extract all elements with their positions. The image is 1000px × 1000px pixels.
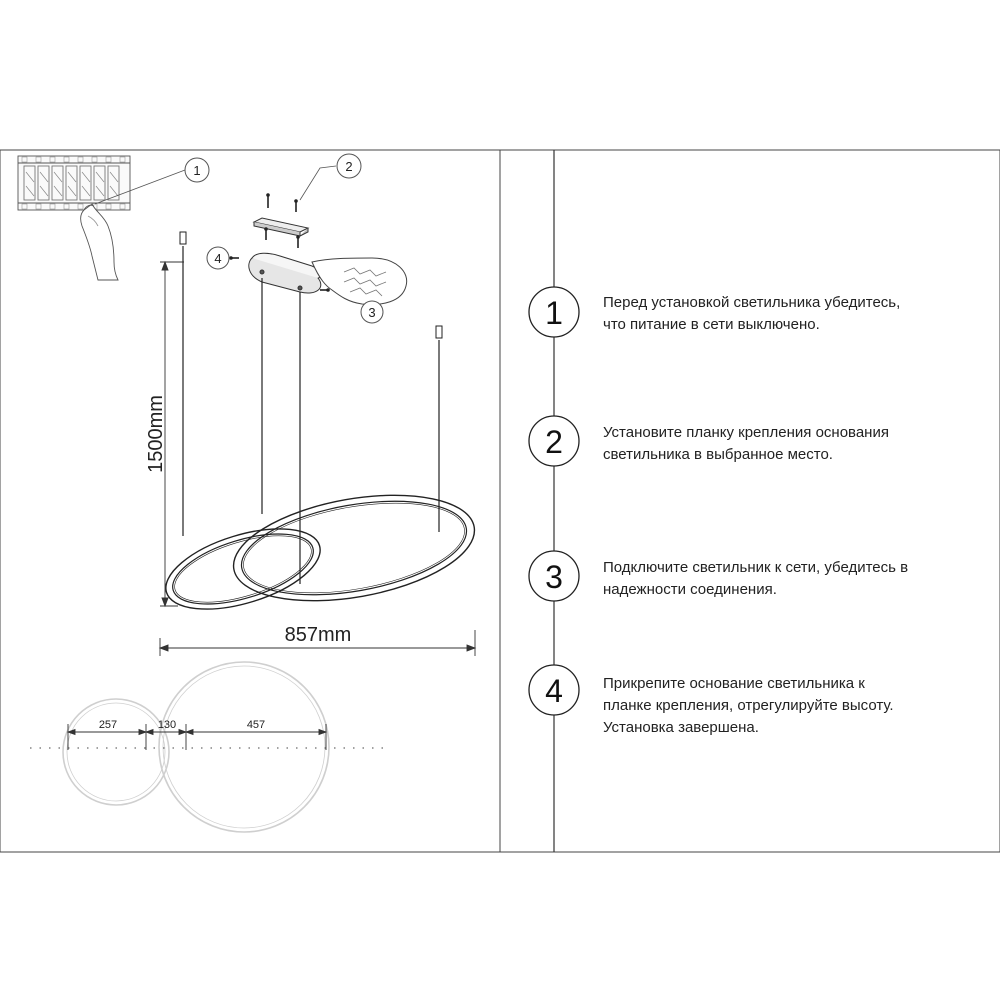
step-1-text: Перед установкой светильника убедитесь, что питание в сети выключено. bbox=[603, 294, 901, 333]
callout-2-leader bbox=[300, 166, 336, 200]
step-2-marker bbox=[529, 416, 579, 466]
top-view-dim-457: 457 bbox=[246, 719, 266, 731]
width-dimension-label: 857mm bbox=[284, 624, 352, 646]
step-4-marker bbox=[529, 665, 579, 715]
step-3-number: 3 bbox=[545, 559, 563, 595]
left-panel-frame bbox=[0, 150, 500, 852]
breaker-panel-illustration bbox=[18, 156, 130, 210]
top-view-dim-130: 130 bbox=[157, 719, 177, 731]
large-ring bbox=[225, 479, 482, 618]
callout-2-label: 2 bbox=[345, 159, 353, 174]
callout-1-label: 1 bbox=[193, 163, 201, 178]
step-3-marker bbox=[529, 551, 579, 601]
wire-connection-detail bbox=[312, 258, 407, 304]
step-2-text: Установите планку крепления основания светильника в выбранное место. bbox=[603, 424, 889, 463]
callout-4-label: 4 bbox=[214, 251, 222, 266]
step-1-marker bbox=[529, 287, 579, 337]
step-2-number: 2 bbox=[545, 424, 563, 460]
right-panel-frame bbox=[500, 150, 1000, 852]
mounting-bar-illustration bbox=[254, 218, 308, 236]
step-1-number: 1 bbox=[545, 295, 563, 331]
step-3-text: Подключите светильник к сети, убедитесь в надежности соединения. bbox=[603, 559, 909, 598]
callout-3-label: 3 bbox=[368, 305, 376, 320]
top-view-rings bbox=[63, 662, 329, 832]
step-4-text: Прикрепите основание светильника к планке крепления, отрегулируйте высоту. Установка завершена. bbox=[603, 675, 894, 736]
suspension-cables bbox=[183, 246, 439, 584]
height-dimension-label: 1500mm bbox=[145, 395, 167, 473]
step-4-number: 4 bbox=[545, 673, 563, 709]
top-view-dim-257: 257 bbox=[98, 719, 118, 731]
hand-illustration bbox=[81, 204, 118, 280]
ceiling-canopy bbox=[249, 253, 321, 293]
